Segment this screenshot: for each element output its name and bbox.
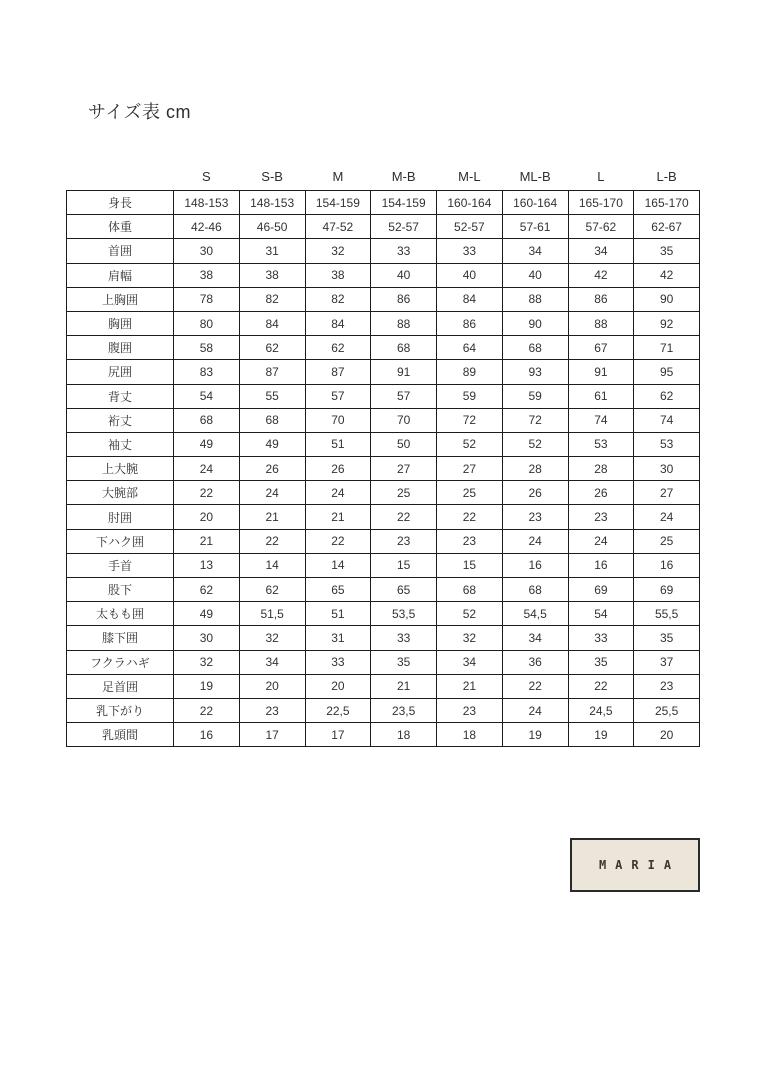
size-cell: 42 [634, 263, 700, 287]
size-cell: 154-159 [371, 191, 437, 215]
size-cell: 28 [568, 457, 634, 481]
size-cell: 22 [371, 505, 437, 529]
row-label: 裄丈 [67, 408, 174, 432]
row-label: 背丈 [67, 384, 174, 408]
size-cell: 21 [371, 674, 437, 698]
size-cell: 33 [371, 239, 437, 263]
table-row [67, 384, 700, 408]
size-cell: 52 [502, 432, 568, 456]
size-cell: 22 [174, 698, 240, 722]
size-cell: 32 [174, 650, 240, 674]
row-label: 膝下囲 [67, 626, 174, 650]
size-cell: 70 [305, 408, 371, 432]
size-cell: 65 [371, 578, 437, 602]
size-cell: 23 [239, 698, 305, 722]
size-cell: 33 [437, 239, 503, 263]
size-cell: 87 [305, 360, 371, 384]
size-cell: 32 [305, 239, 371, 263]
size-cell: 23,5 [371, 698, 437, 722]
size-cell: 34 [437, 650, 503, 674]
size-cell: 20 [305, 674, 371, 698]
size-cell: 57-62 [568, 215, 634, 239]
size-cell: 90 [634, 287, 700, 311]
size-cell: 53 [568, 432, 634, 456]
size-cell: 90 [502, 311, 568, 335]
size-cell: 40 [371, 263, 437, 287]
size-cell: 84 [305, 311, 371, 335]
row-label: 身長 [67, 191, 174, 215]
table-row [67, 529, 700, 553]
row-label: 手首 [67, 553, 174, 577]
table-row [67, 626, 700, 650]
table-row [67, 650, 700, 674]
size-cell: 24 [568, 529, 634, 553]
table-row [67, 239, 700, 263]
size-cell: 54,5 [502, 602, 568, 626]
size-cell: 15 [437, 553, 503, 577]
table-row [67, 578, 700, 602]
table-row [67, 287, 700, 311]
size-cell: 26 [568, 481, 634, 505]
size-cell: 148-153 [239, 191, 305, 215]
table-row [67, 311, 700, 335]
size-cell: 57 [371, 384, 437, 408]
size-cell: 27 [437, 457, 503, 481]
table-row [67, 408, 700, 432]
size-cell: 55 [239, 384, 305, 408]
column-header-m: M [332, 169, 344, 184]
size-cell: 22 [174, 481, 240, 505]
size-cell: 160-164 [437, 191, 503, 215]
row-label: 上大腕 [67, 457, 174, 481]
size-cell: 23 [502, 505, 568, 529]
size-cell: 36 [502, 650, 568, 674]
row-label: 肩幅 [67, 263, 174, 287]
row-label: 肘囲 [67, 505, 174, 529]
size-cell: 82 [239, 287, 305, 311]
size-cell: 24,5 [568, 698, 634, 722]
size-cell: 18 [371, 723, 437, 747]
table-row [67, 432, 700, 456]
table-row [67, 553, 700, 577]
size-cell: 46-50 [239, 215, 305, 239]
size-cell: 148-153 [174, 191, 240, 215]
size-cell: 42 [568, 263, 634, 287]
size-cell: 16 [502, 553, 568, 577]
size-cell: 26 [239, 457, 305, 481]
size-cell: 28 [502, 457, 568, 481]
size-cell: 84 [437, 287, 503, 311]
table-row [67, 674, 700, 698]
size-cell: 22,5 [305, 698, 371, 722]
size-cell: 17 [305, 723, 371, 747]
size-cell: 24 [634, 505, 700, 529]
column-header-m-l: M-L [458, 169, 481, 184]
row-label: 太もも囲 [67, 602, 174, 626]
size-cell: 68 [502, 578, 568, 602]
size-cell: 84 [239, 311, 305, 335]
brand-logo [570, 838, 700, 892]
size-cell: 72 [502, 408, 568, 432]
size-cell: 25 [634, 529, 700, 553]
size-cell: 16 [568, 553, 634, 577]
row-label: 大腕部 [67, 481, 174, 505]
table-row [67, 698, 700, 722]
size-cell: 59 [502, 384, 568, 408]
size-cell: 51,5 [239, 602, 305, 626]
size-cell: 27 [634, 481, 700, 505]
size-cell: 68 [437, 578, 503, 602]
size-cell: 160-164 [502, 191, 568, 215]
size-cell: 86 [437, 311, 503, 335]
size-cell: 13 [174, 553, 240, 577]
column-header-ml-b: ML-B [519, 169, 551, 184]
size-cell: 27 [371, 457, 437, 481]
size-cell: 88 [568, 311, 634, 335]
size-cell: 19 [502, 723, 568, 747]
size-cell: 22 [239, 529, 305, 553]
row-label: 下ハク囲 [67, 529, 174, 553]
size-cell: 42-46 [174, 215, 240, 239]
size-cell: 34 [568, 239, 634, 263]
table-row [67, 602, 700, 626]
row-label: 尻囲 [67, 360, 174, 384]
size-cell: 23 [371, 529, 437, 553]
row-label: 股下 [67, 578, 174, 602]
size-cell: 62 [174, 578, 240, 602]
size-cell: 71 [634, 336, 700, 360]
size-cell: 72 [437, 408, 503, 432]
size-cell: 69 [634, 578, 700, 602]
size-cell: 14 [239, 553, 305, 577]
size-cell: 32 [437, 626, 503, 650]
size-cell: 23 [634, 674, 700, 698]
size-cell: 165-170 [634, 191, 700, 215]
size-cell: 49 [174, 432, 240, 456]
size-cell: 19 [568, 723, 634, 747]
size-cell: 22 [437, 505, 503, 529]
size-cell: 20 [239, 674, 305, 698]
size-cell: 52 [437, 602, 503, 626]
table-row [67, 263, 700, 287]
size-cell: 59 [437, 384, 503, 408]
column-header-l: L [597, 169, 605, 184]
size-cell: 25,5 [634, 698, 700, 722]
table-row [67, 723, 700, 747]
size-cell: 74 [634, 408, 700, 432]
size-cell: 92 [634, 311, 700, 335]
size-cell: 24 [174, 457, 240, 481]
size-cell: 154-159 [305, 191, 371, 215]
row-label: 乳頭間 [67, 723, 174, 747]
size-cell: 16 [174, 723, 240, 747]
size-cell: 62 [634, 384, 700, 408]
size-cell: 34 [502, 239, 568, 263]
size-cell: 24 [502, 529, 568, 553]
size-cell: 88 [502, 287, 568, 311]
page-title: サイズ表 cm [88, 102, 192, 122]
size-cell: 21 [239, 505, 305, 529]
size-cell: 22 [568, 674, 634, 698]
size-cell: 20 [174, 505, 240, 529]
size-cell: 80 [174, 311, 240, 335]
size-cell: 25 [437, 481, 503, 505]
size-cell: 87 [239, 360, 305, 384]
size-cell: 35 [371, 650, 437, 674]
size-cell: 33 [371, 626, 437, 650]
size-cell: 22 [502, 674, 568, 698]
table-row [67, 481, 700, 505]
size-cell: 62 [305, 336, 371, 360]
size-cell: 24 [305, 481, 371, 505]
table-row [67, 191, 700, 215]
header-row [67, 166, 700, 191]
size-table [66, 166, 700, 747]
row-label: 足首囲 [67, 674, 174, 698]
column-header-s: S [202, 169, 211, 184]
size-cell: 49 [174, 602, 240, 626]
size-cell: 21 [305, 505, 371, 529]
size-cell: 35 [568, 650, 634, 674]
row-label: 乳下がり [67, 698, 174, 722]
size-cell: 83 [174, 360, 240, 384]
size-cell: 68 [502, 336, 568, 360]
size-cell: 23 [437, 698, 503, 722]
size-cell: 70 [371, 408, 437, 432]
size-cell: 24 [502, 698, 568, 722]
size-cell: 32 [239, 626, 305, 650]
size-cell: 55,5 [634, 602, 700, 626]
table-row [67, 215, 700, 239]
size-cell: 26 [305, 457, 371, 481]
size-cell: 88 [371, 311, 437, 335]
size-cell: 37 [634, 650, 700, 674]
size-cell: 52-57 [371, 215, 437, 239]
size-cell: 31 [305, 626, 371, 650]
size-cell: 30 [174, 239, 240, 263]
size-cell: 18 [437, 723, 503, 747]
size-cell: 38 [239, 263, 305, 287]
size-cell: 17 [239, 723, 305, 747]
size-cell: 50 [371, 432, 437, 456]
size-cell: 74 [568, 408, 634, 432]
size-cell: 54 [568, 602, 634, 626]
size-cell: 57 [305, 384, 371, 408]
size-cell: 65 [305, 578, 371, 602]
size-cell: 78 [174, 287, 240, 311]
size-table-body [67, 191, 700, 747]
size-cell: 53 [634, 432, 700, 456]
size-cell: 53,5 [371, 602, 437, 626]
size-cell: 38 [174, 263, 240, 287]
row-label: 胸囲 [67, 311, 174, 335]
size-cell: 25 [371, 481, 437, 505]
size-cell: 69 [568, 578, 634, 602]
row-label: 体重 [67, 215, 174, 239]
size-cell: 64 [437, 336, 503, 360]
size-cell: 52 [437, 432, 503, 456]
size-cell: 91 [568, 360, 634, 384]
size-cell: 86 [568, 287, 634, 311]
table-row [67, 336, 700, 360]
size-cell: 67 [568, 336, 634, 360]
size-cell: 35 [634, 239, 700, 263]
table-row [67, 360, 700, 384]
size-cell: 23 [437, 529, 503, 553]
size-cell: 61 [568, 384, 634, 408]
row-label: 上胸囲 [67, 287, 174, 311]
size-cell: 51 [305, 602, 371, 626]
size-table-header [67, 166, 700, 191]
size-cell: 20 [634, 723, 700, 747]
size-cell: 21 [437, 674, 503, 698]
size-cell: 54 [174, 384, 240, 408]
size-cell: 82 [305, 287, 371, 311]
corner-cell [67, 166, 174, 191]
size-cell: 30 [174, 626, 240, 650]
row-label: 袖丈 [67, 432, 174, 456]
size-cell: 30 [634, 457, 700, 481]
size-cell: 21 [174, 529, 240, 553]
column-header-m-b: M-B [391, 169, 416, 184]
size-cell: 165-170 [568, 191, 634, 215]
size-cell: 31 [239, 239, 305, 263]
row-label: 腹囲 [67, 336, 174, 360]
size-cell: 15 [371, 553, 437, 577]
row-label: 首囲 [67, 239, 174, 263]
size-cell: 33 [568, 626, 634, 650]
size-cell: 33 [305, 650, 371, 674]
column-header-s-b: S-B [261, 169, 283, 184]
row-label: フクラハギ [67, 650, 174, 674]
size-cell: 93 [502, 360, 568, 384]
size-cell: 22 [305, 529, 371, 553]
size-cell: 34 [502, 626, 568, 650]
size-cell: 40 [502, 263, 568, 287]
size-cell: 62 [239, 578, 305, 602]
size-cell: 26 [502, 481, 568, 505]
size-cell: 68 [239, 408, 305, 432]
size-cell: 47-52 [305, 215, 371, 239]
size-cell: 19 [174, 674, 240, 698]
size-cell: 86 [371, 287, 437, 311]
size-cell: 91 [371, 360, 437, 384]
size-cell: 95 [634, 360, 700, 384]
size-cell: 16 [634, 553, 700, 577]
size-cell: 57-61 [502, 215, 568, 239]
size-cell: 89 [437, 360, 503, 384]
size-cell: 62 [239, 336, 305, 360]
size-cell: 23 [568, 505, 634, 529]
table-row [67, 505, 700, 529]
size-cell: 40 [437, 263, 503, 287]
brand-logo-text: MARIA [598, 858, 681, 872]
size-cell: 52-57 [437, 215, 503, 239]
size-cell: 58 [174, 336, 240, 360]
size-cell: 49 [239, 432, 305, 456]
size-cell: 38 [305, 263, 371, 287]
table-row [67, 457, 700, 481]
size-cell: 68 [174, 408, 240, 432]
size-cell: 51 [305, 432, 371, 456]
size-cell: 14 [305, 553, 371, 577]
size-cell: 35 [634, 626, 700, 650]
size-cell: 62-67 [634, 215, 700, 239]
column-header-l-b: L-B [656, 169, 677, 184]
size-cell: 24 [239, 481, 305, 505]
size-cell: 34 [239, 650, 305, 674]
size-cell: 68 [371, 336, 437, 360]
